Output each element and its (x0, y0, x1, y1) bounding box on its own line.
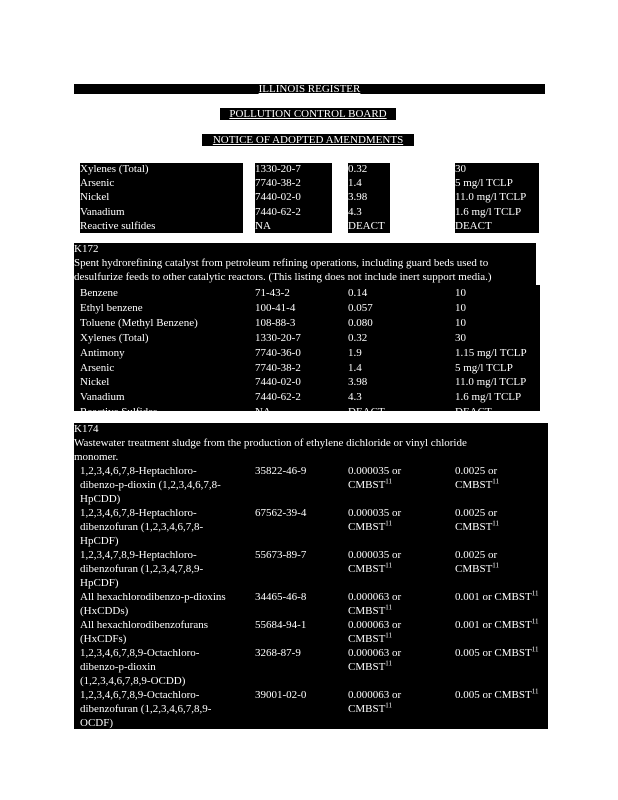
row-wastewater-line: CMBST$^{11}$ (348, 631, 393, 645)
row-name-line: HpCDF) (80, 535, 119, 547)
row-cas: NA (255, 406, 271, 419)
row-nonwastewater: 1.6 mg/l TCLP (455, 205, 522, 218)
row-name-line: HpCDF) (80, 577, 119, 589)
k172-code: K172 (74, 243, 99, 255)
row-nonwastewater-line: CMBST$^{11}$ (455, 561, 500, 575)
row-cas: 7740-38-2 (255, 361, 301, 374)
row-wastewater-line: 0.000035 or (348, 507, 402, 519)
row-wastewater: 4.3 (348, 391, 362, 404)
row-nonwastewater: DEACT (455, 406, 492, 419)
row-cas: 1330-20-7 (255, 163, 301, 175)
row-name-line: dibenzo-p-dioxin (80, 661, 156, 673)
row-name: Arsenic (80, 361, 115, 374)
row-wastewater: 4.3 (348, 205, 362, 218)
row-nonwastewater: 5 mg/l TCLP (455, 361, 513, 374)
row-cas: 3268-87-9 (255, 647, 301, 659)
row-name-line: 1,2,3,4,6,7,8-Heptachloro- (80, 507, 197, 519)
row-wastewater: 0.080 (348, 316, 373, 329)
k172-desc-line2: desulfurize feeds to other catalytic reactors. (This listing does not include inert support media.) (74, 271, 492, 283)
row-cas: 108-88-3 (255, 316, 296, 329)
row-name: Antimony (80, 346, 125, 359)
row-nonwastewater-line: 0.005 or CMBST$^{11}$ (455, 645, 539, 659)
row-wastewater: 1.9 (348, 346, 362, 359)
footnote-marker: 11 (385, 631, 393, 640)
row-name-line: 1,2,3,4,6,7,8-Heptachloro- (80, 465, 197, 477)
footnote-marker: 11 (531, 589, 539, 598)
notice-title: NOTICE OF ADOPTED AMENDMENTS (212, 134, 404, 146)
row-name-line: HpCDD) (80, 493, 121, 505)
register-title: ILLINOIS REGISTER (258, 83, 361, 95)
row-wastewater: 1.4 (348, 361, 362, 374)
row-nonwastewater-line: 0.005 or CMBST$^{11}$ (455, 687, 539, 701)
row-nonwastewater-line: CMBST$^{11}$ (455, 477, 500, 491)
row-name-line: dibenzofuran (1,2,3,4,7,8,9- (80, 563, 204, 575)
row-wastewater-line: 0.000063 or (348, 619, 402, 631)
footnote-marker: 11 (385, 519, 393, 528)
row-cas: 7440-02-0 (255, 376, 301, 389)
row-name-line: dibenzo-p-dioxin (1,2,3,4,6,7,8- (80, 479, 221, 491)
row-name-line: All hexachlorodibenzofurans (80, 619, 208, 631)
row-cas: 55673-89-7 (255, 549, 307, 561)
row-wastewater: 3.98 (348, 376, 368, 389)
row-wastewater: 0.32 (348, 331, 368, 344)
row-nonwastewater: 30 (455, 331, 466, 344)
row-cas: 67562-39-4 (255, 507, 307, 519)
row-wastewater: DEACT (348, 406, 385, 419)
row-cas: 1330-20-7 (255, 331, 301, 344)
row-name: Ethyl benzene (80, 301, 143, 314)
row-cas: 7740-38-2 (255, 177, 301, 190)
row-wastewater-line: 0.000063 or (348, 647, 402, 659)
row-name: Xylenes (Total) (80, 331, 149, 344)
row-name: Nickel (80, 191, 110, 204)
footnote-marker: 11 (531, 617, 539, 626)
row-wastewater: DEACT (348, 219, 385, 232)
footnote-marker: 11 (492, 561, 500, 570)
board-title: POLLUTION CONTROL BOARD (229, 108, 387, 120)
footnote-marker: 11 (531, 687, 539, 696)
row-name: Xylenes (Total) (80, 163, 149, 175)
row-cas: 39001-02-0 (255, 689, 307, 701)
row-cas: 7440-62-2 (255, 205, 301, 218)
row-nonwastewater-line: CMBST$^{11}$ (455, 519, 500, 533)
row-wastewater-line: CMBST$^{11}$ (348, 477, 393, 491)
row-wastewater-line: 0.000035 or (348, 465, 402, 477)
row-cas: 7740-36-0 (255, 346, 301, 359)
row-name-line: 1,2,3,4,6,7,8,9-Octachloro- (80, 689, 200, 701)
row-wastewater-line: CMBST$^{11}$ (348, 519, 393, 533)
k172-desc-line1: Spent hydrorefining catalyst from petroleum refining operations, including guard beds used to (74, 257, 489, 269)
k174-code: K174 (74, 423, 99, 435)
row-cas: 7440-62-2 (255, 391, 301, 404)
footnote-marker: 11 (531, 645, 539, 654)
row-cas: 71-43-2 (255, 287, 290, 299)
row-nonwastewater: 1.15 mg/l TCLP (455, 346, 527, 359)
row-name-line: 1,2,3,4,6,7,8,9-Octachloro- (80, 647, 200, 659)
row-name-line: (HxCDFs) (80, 633, 127, 645)
row-name-line: (1,2,3,4,6,7,8,9-OCDD) (80, 675, 186, 687)
row-name: Toluene (Methyl Benzene) (80, 316, 198, 329)
k174-desc-line1: Wastewater treatment sludge from the production of ethylene dichloride or vinyl chloride (74, 437, 467, 449)
row-wastewater-line: 0.000063 or (348, 689, 402, 701)
row-cas: 34465-46-8 (255, 591, 307, 603)
k174-desc-line2: monomer. (74, 451, 119, 463)
row-name: Nickel (80, 376, 110, 389)
row-nonwastewater: 11.0 mg/l TCLP (455, 191, 527, 204)
row-cas: NA (255, 219, 271, 232)
row-name-line: (HxCDDs) (80, 605, 129, 617)
row-name-line: OCDF) (80, 717, 114, 729)
row-cas: 35822-46-9 (255, 465, 307, 477)
row-nonwastewater-line: 0.0025 or (455, 465, 498, 477)
footnote-marker: 11 (385, 477, 393, 486)
footnote-marker: 11 (492, 477, 500, 486)
row-nonwastewater: 10 (455, 301, 466, 314)
row-wastewater-line: 0.000035 or (348, 549, 402, 561)
row-name-line: dibenzofuran (1,2,3,4,6,7,8- (80, 521, 204, 533)
footnote-marker: 11 (385, 603, 393, 612)
footnote-marker: 11 (492, 519, 500, 528)
row-wastewater-line: 0.000063 or (348, 591, 402, 603)
row-wastewater: 1.4 (348, 177, 362, 190)
footnote-marker: 11 (385, 561, 393, 570)
row-wastewater-line: CMBST$^{11}$ (348, 659, 393, 673)
row-name-line: dibenzofuran (1,2,3,4,6,7,8,9- (80, 703, 212, 715)
row-name: Vanadium (80, 205, 125, 218)
row-name: Vanadium (80, 391, 125, 404)
row-cas: 100-41-4 (255, 301, 296, 314)
row-wastewater-line: CMBST$^{11}$ (348, 561, 393, 575)
row-name: Reactive sulfides (80, 219, 156, 232)
row-wastewater-line: CMBST$^{11}$ (348, 603, 393, 617)
row-cas: 55684-94-1 (255, 619, 307, 631)
row-name-line: 1,2,3,4,7,8,9-Heptachloro- (80, 549, 197, 561)
row-wastewater: 0.057 (348, 301, 373, 314)
row-nonwastewater: DEACT (455, 219, 492, 232)
row-name: Benzene (80, 287, 118, 299)
row-name-line: All hexachlorodibenzo-p-dioxins (80, 591, 226, 603)
row-nonwastewater-line: 0.0025 or (455, 549, 498, 561)
footnote-marker: 11 (385, 659, 393, 668)
row-wastewater: 0.14 (348, 287, 368, 299)
row-nonwastewater: 10 (455, 287, 466, 299)
row-nonwastewater-line: 0.001 or CMBST$^{11}$ (455, 589, 539, 603)
row-wastewater: 3.98 (348, 191, 368, 204)
row-cas: 7440-02-0 (255, 191, 301, 204)
row-nonwastewater: 1.6 mg/l TCLP (455, 391, 522, 404)
row-wastewater-line: CMBST$^{11}$ (348, 701, 393, 715)
row-nonwastewater-line: 0.001 or CMBST$^{11}$ (455, 617, 539, 631)
row-nonwastewater: 11.0 mg/l TCLP (455, 376, 527, 389)
row-nonwastewater: 30 (455, 163, 466, 175)
row-nonwastewater: 10 (455, 316, 466, 329)
row-wastewater: 0.32 (348, 163, 368, 175)
row-name: Arsenic (80, 177, 115, 190)
row-nonwastewater-line: 0.0025 or (455, 507, 498, 519)
row-nonwastewater: 5 mg/l TCLP (455, 177, 513, 190)
row-name: Reactive Sulfides (80, 406, 158, 419)
footnote-marker: 11 (385, 701, 393, 710)
